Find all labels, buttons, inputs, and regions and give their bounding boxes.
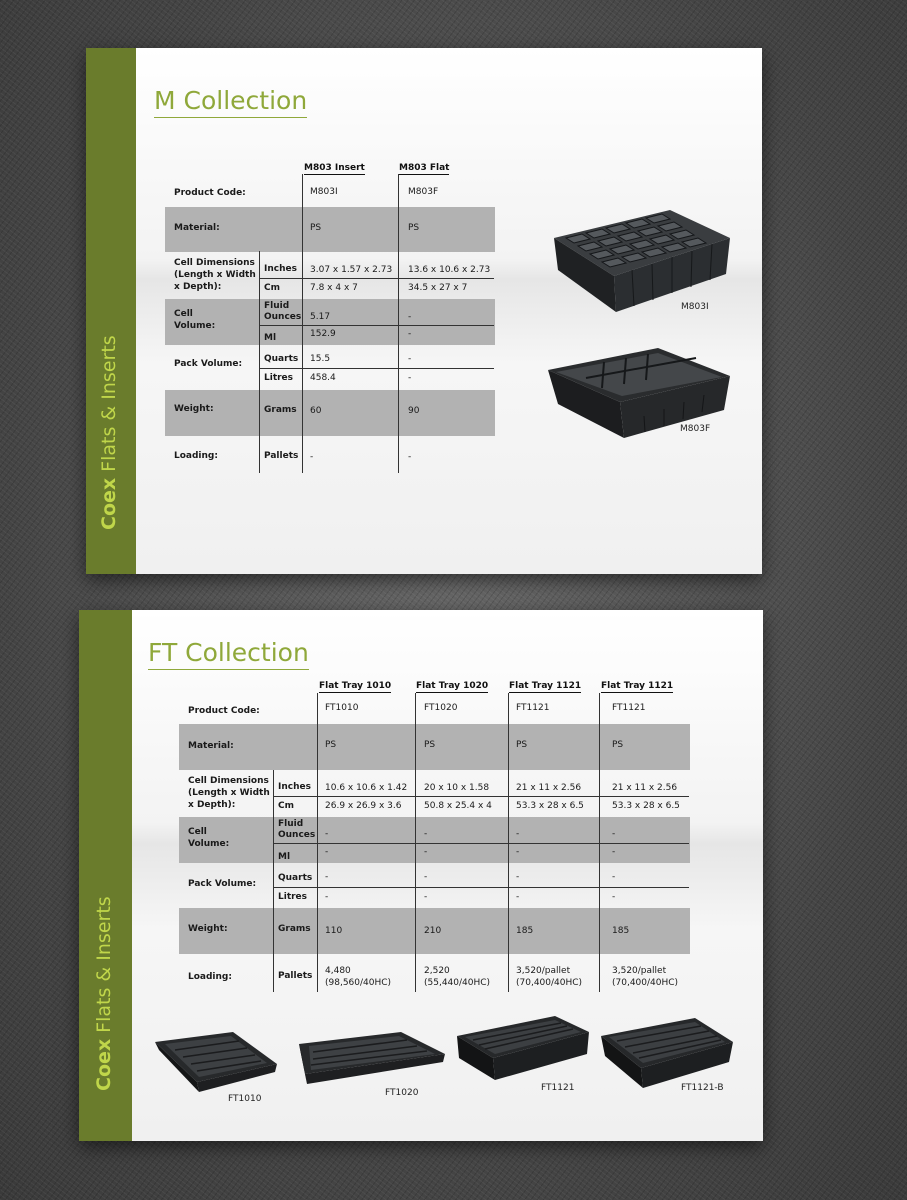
divider-horizontal: [259, 368, 494, 369]
cell-pallets: -: [408, 452, 412, 462]
divider-horizontal: [259, 325, 494, 326]
cell-ml: -: [516, 847, 520, 857]
unit-litres: Litres: [264, 373, 294, 383]
cell-inches: 3.07 x 1.57 x 2.73: [310, 265, 393, 275]
cell-pallets: 3,520/pallet: [516, 966, 571, 976]
cell-grams: 60: [310, 406, 322, 416]
divider-horizontal: [259, 278, 494, 279]
cell-product-code: FT1020: [424, 703, 458, 713]
cell-litres: -: [408, 373, 412, 383]
label-weight: Weight:: [174, 404, 214, 414]
cell-litres: -: [325, 892, 329, 902]
label-cell-dimensions: Cell Dimensions (Length x Width x Depth):: [174, 258, 256, 292]
tray-ft1121-caption: FT1121: [541, 1083, 575, 1093]
side-bar: [79, 610, 132, 1141]
cell-pallets-container: (70,400/40HC): [516, 978, 583, 988]
tray-ft1121-b-image: [599, 1016, 735, 1092]
cell-quarts: -: [612, 872, 616, 882]
divider-vertical: [302, 174, 303, 473]
cell-ml: -: [424, 847, 428, 857]
cell-fluid-ounces: -: [408, 312, 412, 322]
cell-quarts: -: [424, 872, 428, 882]
cell-fluid-ounces: -: [516, 829, 520, 839]
cell-litres: 458.4: [310, 373, 336, 383]
cell-ml: -: [408, 329, 412, 339]
cell-inches: 21 x 11 x 2.56: [612, 783, 678, 793]
cell-product-code: M803I: [310, 187, 338, 197]
label-cell-volume: Cell Volume:: [174, 309, 216, 331]
cell-grams: 185: [612, 926, 630, 936]
cell-fluid-ounces: -: [612, 829, 616, 839]
unit-fluid-ounces: Fluid Ounces: [264, 301, 302, 322]
tray-ft1010-caption: FT1010: [228, 1094, 262, 1104]
label-product-code: Product Code:: [188, 706, 260, 716]
unit-ml: Ml: [278, 852, 291, 862]
tray-ft1121-b-caption: FT1121-B: [681, 1083, 724, 1093]
cell-inches: 13.6 x 10.6 x 2.73: [408, 265, 491, 275]
cell-quarts: 15.5: [310, 354, 331, 364]
label-pack-volume: Pack Volume:: [188, 879, 257, 889]
cell-pallets: 2,520: [424, 966, 450, 976]
cell-product-code: FT1010: [325, 703, 359, 713]
tray-ft1121-image: [455, 1014, 591, 1084]
insert-tray-image: [552, 208, 732, 316]
divider-horizontal: [273, 796, 689, 797]
unit-cm: Cm: [264, 283, 280, 293]
unit-fluid-ounces: Fluid Ounces: [278, 819, 316, 840]
page-title: M Collection: [154, 86, 307, 118]
side-bar: [86, 48, 136, 574]
cell-ml: -: [612, 847, 616, 857]
cell-cm: 53.3 x 28 x 6.5: [516, 801, 584, 811]
cell-material: PS: [408, 223, 420, 233]
cell-product-code: FT1121: [612, 703, 646, 713]
cell-inches: 10.6 x 10.6 x 1.42: [325, 783, 408, 793]
label-loading: Loading:: [188, 972, 232, 982]
cell-pallets: 3,520/pallet: [612, 966, 667, 976]
label-product-code: Product Code:: [174, 188, 246, 198]
cell-grams: 110: [325, 926, 343, 936]
brand-label: Coex Flats & Inserts: [98, 335, 120, 530]
unit-grams: Grams: [278, 924, 311, 934]
unit-ml: Ml: [264, 333, 277, 343]
cell-ml: -: [325, 847, 329, 857]
cell-litres: -: [516, 892, 520, 902]
cell-material: PS: [424, 740, 436, 750]
cell-cm: 34.5 x 27 x 7: [408, 283, 468, 293]
cell-pallets: 4,480: [325, 966, 351, 976]
brand-label: Coex Flats & Inserts: [92, 896, 115, 1091]
unit-pallets: Pallets: [264, 451, 299, 461]
unit-inches: Inches: [278, 782, 311, 792]
column-header: Flat Tray 1020: [416, 681, 489, 691]
unit-pallets: Pallets: [278, 971, 313, 981]
m-collection-card: [86, 48, 762, 574]
cell-product-code: FT1121: [516, 703, 550, 713]
cell-litres: -: [612, 892, 616, 902]
cell-pallets-container: (98,560/40HC): [325, 978, 392, 988]
cell-pallets-container: (70,400/40HC): [612, 978, 679, 988]
tray-ft1020-image: [297, 1030, 447, 1090]
cell-cm: 53.3 x 28 x 6.5: [612, 801, 680, 811]
cell-cm: 7.8 x 4 x 7: [310, 283, 358, 293]
cell-material: PS: [325, 740, 337, 750]
cell-fluid-ounces: -: [325, 829, 329, 839]
cell-fluid-ounces: -: [424, 829, 428, 839]
cell-material: PS: [310, 223, 322, 233]
column-header: Flat Tray 1121: [509, 681, 582, 691]
label-pack-volume: Pack Volume:: [174, 359, 243, 369]
tray-ft1010-image: [153, 1030, 279, 1096]
insert-tray-caption: M803I: [681, 302, 709, 312]
cell-grams: 185: [516, 926, 534, 936]
column-header: Flat Tray 1010: [319, 681, 392, 691]
cell-pallets-container: (55,440/40HC): [424, 978, 491, 988]
ft-collection-card: [79, 610, 763, 1141]
cell-quarts: -: [516, 872, 520, 882]
cell-ml: 152.9: [310, 329, 336, 339]
cell-quarts: -: [325, 872, 329, 882]
cell-quarts: -: [408, 354, 412, 364]
unit-quarts: Quarts: [278, 873, 313, 883]
label-material: Material:: [174, 223, 220, 233]
unit-cm: Cm: [278, 801, 294, 811]
cell-grams: 90: [408, 406, 420, 416]
cell-grams: 210: [424, 926, 442, 936]
unit-quarts: Quarts: [264, 354, 299, 364]
column-header: Flat Tray 1121: [601, 681, 674, 691]
cell-litres: -: [424, 892, 428, 902]
divider-horizontal: [273, 843, 689, 844]
divider-vertical: [398, 174, 399, 473]
label-weight: Weight:: [188, 924, 228, 934]
band-weight: [165, 390, 495, 436]
cell-inches: 20 x 10 x 1.58: [424, 783, 490, 793]
cell-product-code: M803F: [408, 187, 439, 197]
page-title: FT Collection: [148, 638, 309, 670]
cell-inches: 21 x 11 x 2.56: [516, 783, 582, 793]
unit-litres: Litres: [278, 892, 308, 902]
cell-cm: 26.9 x 26.9 x 3.6: [325, 801, 402, 811]
tray-ft1020-caption: FT1020: [385, 1088, 419, 1098]
cell-cm: 50.8 x 25.4 x 4: [424, 801, 492, 811]
cell-pallets: -: [310, 452, 314, 462]
cell-material: PS: [612, 740, 624, 750]
label-material: Material:: [188, 741, 234, 751]
divider-horizontal: [273, 887, 689, 888]
column-header: M803 Insert: [304, 163, 365, 173]
column-header: M803 Flat: [399, 163, 450, 173]
label-cell-volume: Cell Volume:: [188, 827, 230, 849]
cell-material: PS: [516, 740, 528, 750]
cell-fluid-ounces: 5.17: [310, 312, 331, 322]
label-cell-dimensions: Cell Dimensions (Length x Width x Depth):: [188, 776, 270, 810]
unit-inches: Inches: [264, 264, 297, 274]
flat-tray-caption: M803F: [680, 424, 711, 434]
unit-grams: Grams: [264, 405, 297, 415]
label-loading: Loading:: [174, 451, 218, 461]
